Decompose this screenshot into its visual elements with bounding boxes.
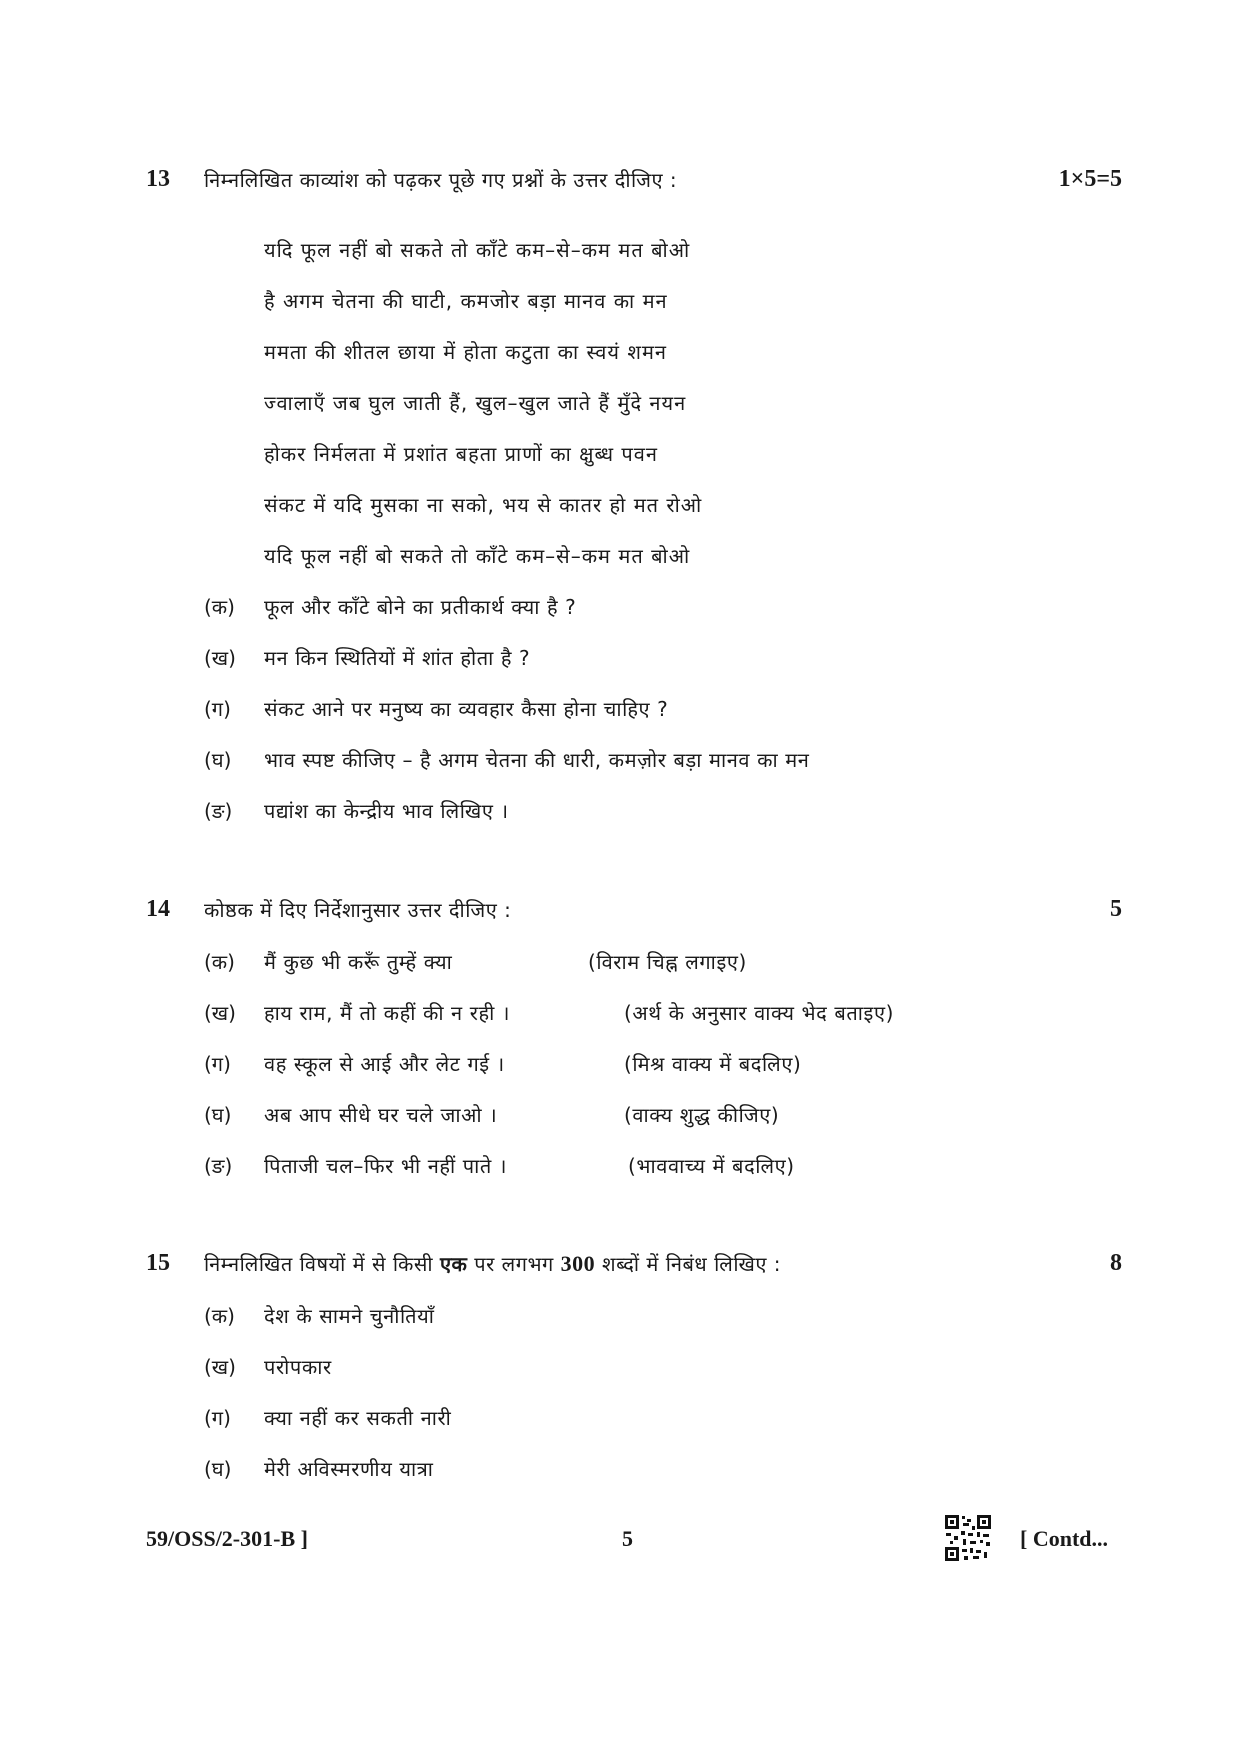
- sub-question: [204, 695, 668, 722]
- sub-question-label: (क): [204, 950, 235, 974]
- sub-question: [204, 644, 530, 671]
- sub-question: [204, 1455, 434, 1482]
- sub-question-label: (क): [204, 1304, 235, 1328]
- sub-question-text: मैं कुछ भी करूँ तुम्हें क्या: [264, 950, 453, 974]
- question-text-part: निम्नलिखित विषयों में से किसी: [204, 1252, 434, 1276]
- question-text-part: शब्दों में निबंध लिखिए :: [602, 1252, 782, 1276]
- sub-question-text: परोपकार: [264, 1355, 332, 1379]
- poem-line: है अगम चेतना की घाटी, कमजोर बड़ा मानव का मन: [264, 289, 668, 313]
- poem-line: ममता की शीतल छाया में होता कटुता का स्वयं शमन: [264, 340, 668, 364]
- sub-question: [204, 948, 747, 975]
- page-number: 5: [622, 1526, 633, 1551]
- sub-question: [204, 1404, 451, 1431]
- sub-question-instruction: (अर्थ के अनुसार वाक्य भेद बताइए): [624, 1001, 895, 1025]
- question-text: [204, 1250, 781, 1277]
- sub-question: [204, 1353, 332, 1380]
- sub-question-text: वह स्कूल से आई और लेट गई ।: [264, 1052, 505, 1076]
- sub-question-text: मेरी अविस्मरणीय यात्रा: [264, 1457, 434, 1481]
- word-count: 300: [560, 1251, 596, 1276]
- sub-question: [204, 1152, 795, 1179]
- sub-question-label: (ख): [204, 1355, 236, 1379]
- qr-code-icon: [944, 1514, 992, 1562]
- poem-line: होकर निर्मलता में प्रशांत बहता प्राणों का क्षुब्ध पवन: [264, 442, 658, 466]
- question-number: 15: [146, 1250, 170, 1276]
- question-text-part: पर लगभग: [474, 1252, 554, 1276]
- sub-question-label: (ग): [204, 1406, 231, 1430]
- poem-line: संकट में यदि मुसका ना सको, भय से कातर हो मत रोओ: [264, 493, 703, 517]
- sub-question-label: (घ): [204, 1457, 232, 1481]
- question-marks: 1×5=5: [1058, 166, 1122, 192]
- poem-line: यदि फूल नहीं बो सकते तो काँटे कम–से–कम मत बोओ: [264, 544, 691, 568]
- sub-question-instruction: (भाववाच्य में बदलिए): [628, 1154, 795, 1178]
- sub-question-text: संकट आने पर मनुष्य का व्यवहार कैसा होना चाहिए ?: [264, 697, 669, 721]
- sub-question-label: (ख): [204, 1001, 236, 1025]
- sub-question: [204, 1050, 802, 1077]
- sub-question: [204, 797, 509, 824]
- question-text: निम्नलिखित काव्यांश को पढ़कर पूछे गए प्रश्नों के उत्तर दीजिए :: [204, 168, 678, 192]
- sub-question-text: फूल और काँटे बोने का प्रतीकार्थ क्या है ?: [264, 595, 577, 619]
- sub-question: [204, 1302, 435, 1329]
- sub-question-text: पिताजी चल–फिर भी नहीं पाते ।: [264, 1154, 508, 1178]
- continued-label: [ Contd...: [1020, 1526, 1109, 1551]
- sub-question-text: देश के सामने चुनौतियाँ: [264, 1304, 435, 1328]
- sub-question-text: मन किन स्थितियों में शांत होता है ?: [264, 646, 531, 670]
- sub-question: [204, 999, 895, 1026]
- sub-question-label: (ग): [204, 697, 231, 721]
- sub-question-label: (ग): [204, 1052, 231, 1076]
- sub-question-text: पद्यांश का केन्द्रीय भाव लिखिए ।: [264, 799, 509, 823]
- sub-question-text: क्या नहीं कर सकती नारी: [264, 1406, 452, 1430]
- sub-question-label: (घ): [204, 1103, 232, 1127]
- sub-question-text: अब आप सीधे घर चले जाओ ।: [264, 1103, 498, 1127]
- sub-question: [204, 746, 809, 773]
- question-number: 13: [146, 166, 170, 192]
- poem-line: ज्वालाएँ जब घुल जाती हैं, खुल–खुल जाते हैं मुँदे नयन: [264, 391, 687, 415]
- paper-code: 59/OSS/2-301-B ]: [146, 1526, 308, 1551]
- question-number: 14: [146, 896, 170, 922]
- poem-line: यदि फूल नहीं बो सकते तो काँटे कम–से–कम मत बोओ: [264, 238, 691, 262]
- sub-question-instruction: (वाक्य शुद्ध कीजिए): [624, 1103, 780, 1127]
- sub-question: [204, 593, 576, 620]
- sub-question-text: भाव स्पष्ट कीजिए – है अगम चेतना की धारी, कमज़ोर बड़ा मानव का मन: [264, 748, 810, 772]
- sub-question: [204, 1101, 780, 1128]
- sub-question-instruction: (विराम चिह्न लगाइए): [588, 950, 747, 974]
- sub-question-label: (ङ): [204, 799, 233, 823]
- sub-question-label: (ख): [204, 646, 236, 670]
- sub-question-text: हाय राम, मैं तो कहीं की न रही ।: [264, 1001, 511, 1025]
- question-marks: 5: [1110, 896, 1122, 922]
- sub-question-instruction: (मिश्र वाक्य में बदलिए): [624, 1052, 802, 1076]
- question-text-emphasis: एक: [439, 1252, 468, 1276]
- sub-question-label: (घ): [204, 748, 232, 772]
- sub-question-label: (क): [204, 595, 235, 619]
- sub-question-label: (ङ): [204, 1154, 233, 1178]
- question-text: कोष्ठक में दिए निर्देशानुसार उत्तर दीजिए :: [204, 898, 512, 922]
- question-marks: 8: [1110, 1250, 1122, 1276]
